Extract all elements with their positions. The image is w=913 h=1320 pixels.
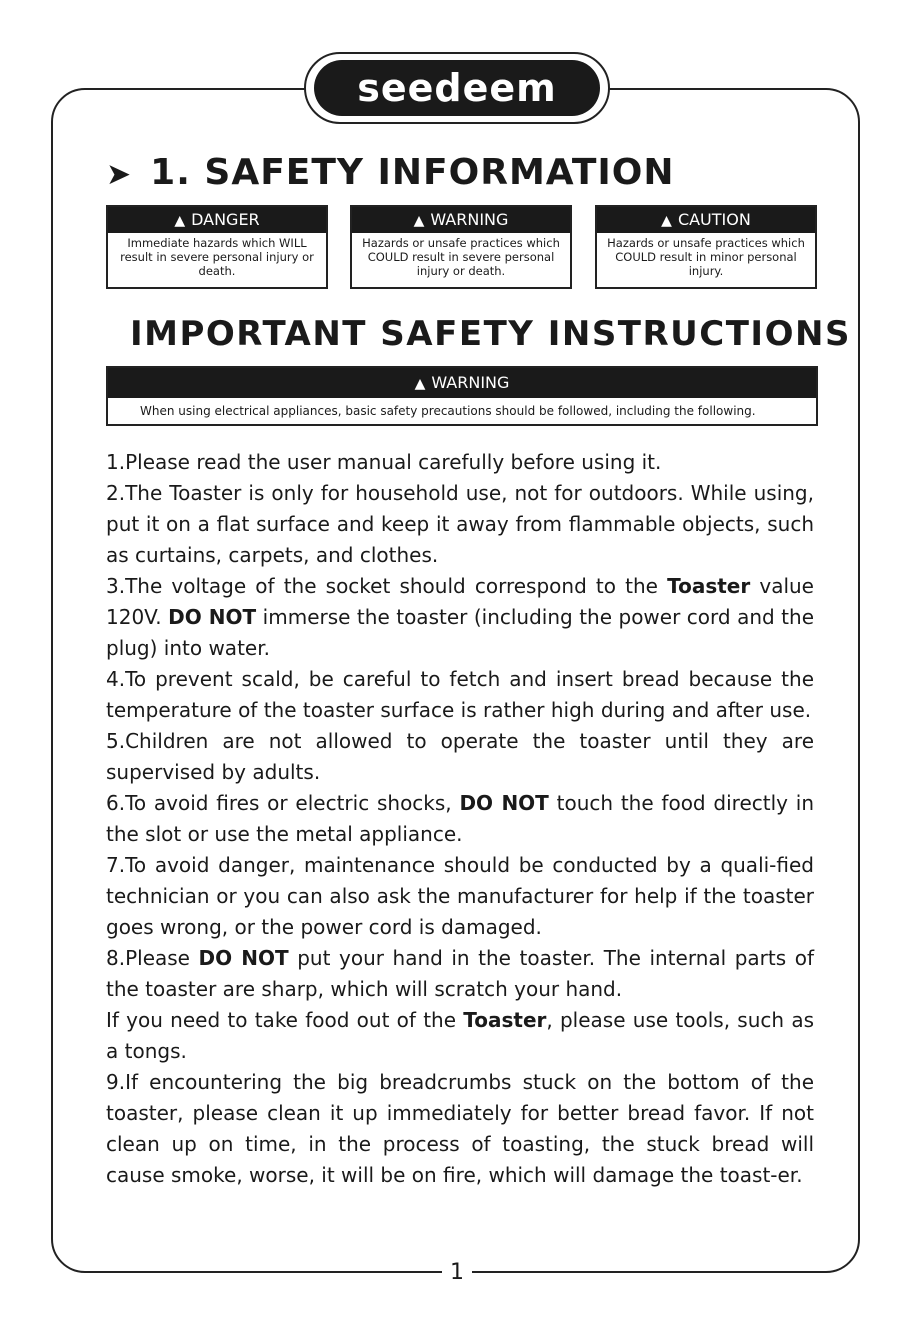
instruction-item-8: 8.Please DO NOT put your hand in the toaster. The internal parts of the toaster are sharp, which will scratch your hand. xyxy=(106,946,814,1001)
warning-triangle-icon: ▲ xyxy=(174,213,186,229)
warning-triangle-icon: ▲ xyxy=(413,213,425,229)
danger-text: Immediate hazards which WILL result in severe personal injury or death. xyxy=(120,236,314,278)
instruction-item-8-continued: If you need to take food out of the Toaster, please use tools, such as a tongs. xyxy=(106,1008,814,1063)
brand-logo-badge xyxy=(304,52,610,124)
caution-label: CAUTION xyxy=(677,210,751,229)
caution-text: Hazards or unsafe practices which COULD result in minor personal injury. xyxy=(607,236,805,278)
general-warning-label: WARNING xyxy=(431,373,510,392)
warning-label: WARNING xyxy=(430,210,509,229)
danger-box xyxy=(106,205,328,289)
section-title-text: 1. SAFETY INFORMATION xyxy=(150,152,675,193)
page-number: 1 xyxy=(442,1260,472,1285)
warning-text: Hazards or unsafe practices which COULD result in severe personal injury or death. xyxy=(362,236,560,278)
instruction-item-7: 7.To avoid danger, maintenance should be conducted by a quali-fied technician or you can also ask the manufacturer for help if the toaster goes wrong, or the power cord is damaged. xyxy=(106,853,814,939)
instruction-item-2: 2.The Toaster is only for household use, not for outdoors. While using, put it on a flat surface and keep it away from flammable objects, such as curtains, carpets, and clothes. xyxy=(106,481,814,567)
arrow-right-icon: ➤ xyxy=(106,157,133,192)
brand-logo: seedeem xyxy=(314,60,600,116)
general-warning-text: When using electrical appliances, basic safety precautions should be followed, including the following. xyxy=(140,404,756,418)
instruction-item-9: 9.If encountering the big breadcrumbs stuck on the bottom of the toaster, please clean it up immediately for better bread favor. If not clean up on time, in the process of toasting, the stuck bread will cause smoke, worse, it will be on fire, which will damage the toast-er. xyxy=(106,1070,814,1187)
warning-box-small xyxy=(350,205,572,289)
instruction-item-3: 3.The voltage of the socket should correspond to the Toaster value 120V. DO NOT immerse the toaster (including the power cord and the plug) into water. xyxy=(106,574,814,660)
warning-triangle-icon: ▲ xyxy=(661,213,672,229)
instructions-title: IMPORTANT SAFETY INSTRUCTIONS xyxy=(130,314,851,354)
instruction-item-4: 4.To prevent scald, be careful to fetch and insert bread because the temperature of the toaster surface is rather high during and after use. xyxy=(106,667,814,722)
instruction-item-6: 6.To avoid fires or electric shocks, DO NOT touch the food directly in the slot or use the metal appliance. xyxy=(106,791,814,846)
instructions-list xyxy=(106,447,814,1191)
warning-triangle-icon: ▲ xyxy=(414,376,426,392)
instruction-item-5: 5.Children are not allowed to operate the toaster until they are supervised by adults. xyxy=(106,729,814,784)
general-warning-box xyxy=(106,366,818,426)
danger-label: DANGER xyxy=(191,210,260,229)
instruction-item-1: 1.Please read the user manual carefully before using it. xyxy=(106,450,662,474)
caution-box xyxy=(595,205,817,289)
section-title xyxy=(106,152,675,193)
